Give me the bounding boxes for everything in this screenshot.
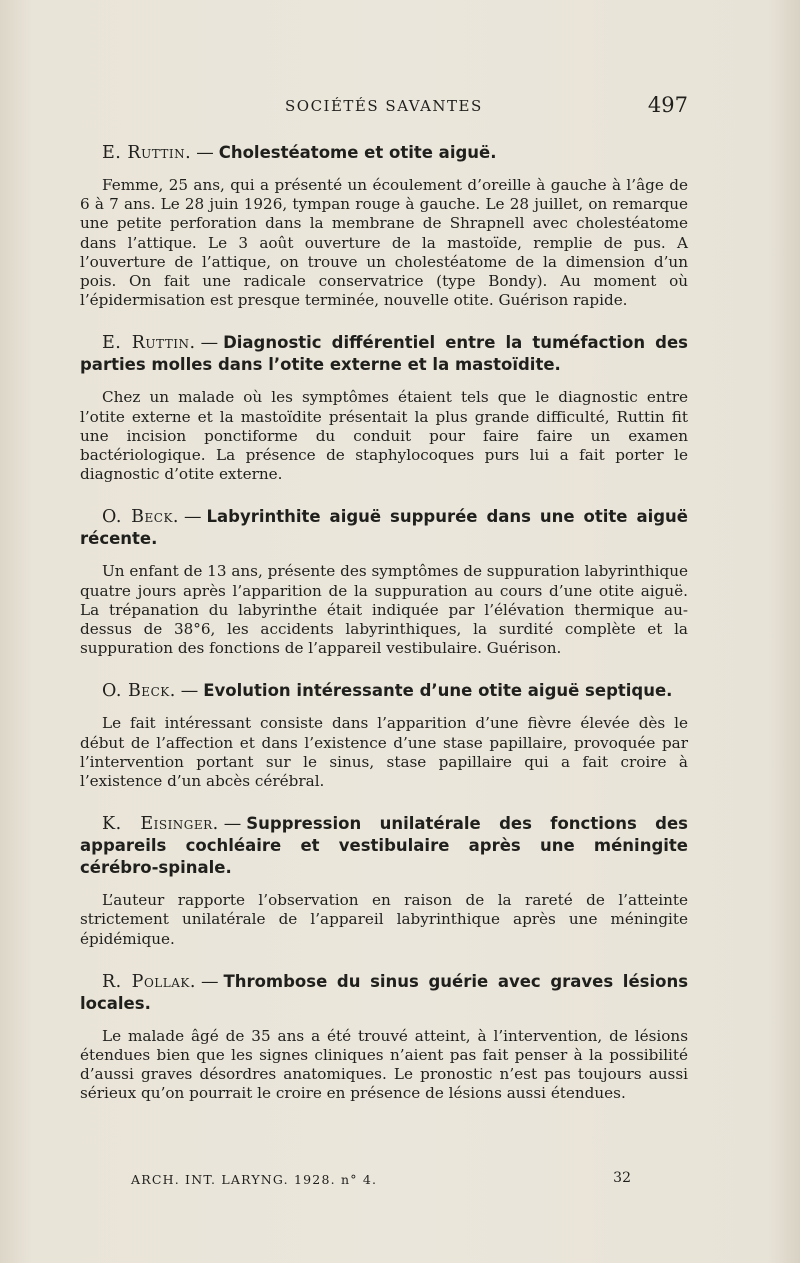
entry-author: O. Beck. bbox=[102, 681, 176, 702]
entry-title: Evolution intéressante d’une otite aiguë septique. bbox=[203, 681, 673, 701]
entry-dash: — bbox=[196, 143, 214, 163]
entry-dash: — bbox=[223, 814, 242, 835]
entry-labyrinthite bbox=[80, 506, 688, 658]
entry-dash: — bbox=[200, 971, 219, 992]
entry-dash: — bbox=[183, 507, 202, 528]
entry-author: K. Eisinger. bbox=[102, 814, 219, 835]
entry-title: Labyrinthite aiguë suppurée dans une otite aiguë récente. bbox=[80, 507, 688, 549]
entry-heading bbox=[80, 506, 688, 550]
entry-title: Thrombose du sinus guérie avec graves lésions locales. bbox=[80, 971, 689, 1013]
entry-body: Le fait intéressant consiste dans l’apparition d’une fièvre élevée dès le début de l’affection et dans l’existence d’une stase papillaire, provoquée par l’intervention portant sur le sinus, stase papillaire qui a fait croire à l’existence d’un abcès cérébral. bbox=[80, 714, 688, 791]
entry-thrombose bbox=[80, 971, 688, 1104]
entry-author: O. Beck. bbox=[102, 507, 179, 528]
entry-title: Cholestéatome et otite aiguë. bbox=[218, 143, 497, 162]
entry-cholesteatome bbox=[80, 142, 688, 310]
entry-heading bbox=[80, 813, 688, 879]
entry-body: L’auteur rapporte l’observation en raison de la rareté de l’atteinte strictement unilatérale de l’appareil labyrinthique après une méningite épidémique. bbox=[80, 891, 688, 948]
entry-body: Un enfant de 13 ans, présente des symptômes de suppuration labyrinthique quatre jours après l’apparition de la suppuration au cours d’une otite aiguë. La trépanation du labyrinthe était indiquée par l’élévation thermique au-dessus de 38°6, les accidents labyrinthiques, la surdité complète et la suppuration des fonctions de l’appareil vestibulaire. Guérison. bbox=[80, 562, 688, 658]
entry-heading bbox=[80, 332, 688, 376]
entry-evolution bbox=[80, 680, 688, 791]
journal-reference: ARCH. INT. LARYNG. 1928. n° 4. bbox=[131, 1172, 378, 1187]
entry-heading bbox=[80, 142, 688, 164]
entry-dash: — bbox=[180, 681, 199, 702]
entry-dash: — bbox=[200, 333, 219, 354]
running-title: SOCIÉTÉS SAVANTES bbox=[285, 97, 483, 115]
entry-body: Chez un malade où les symptômes étaient tels que le diagnostic entre l’otite externe et la mastoïdite présentait la plus grande difficulté, Ruttin fit une incision ponctiforme du conduit pour faire faire un examen bactériologique. La présence de staphylocoques purs lui a fait porter le diagnostic d’otite externe. bbox=[80, 388, 688, 484]
entry-author: R. Pollak. bbox=[102, 971, 196, 992]
entry-heading bbox=[80, 971, 688, 1015]
entry-suppression bbox=[80, 813, 688, 949]
entry-body: Femme, 25 ans, qui a présenté un écoulement d’oreille à gauche à l’âge de 6 à 7 ans. Le 28 juin 1926, tympan rouge à gauche. Le 28 juillet, on remarque une petite perforation dans la membrane de Shrapnell avec cholestéatome dans l’attique. Le 3 août ouverture de la mastoïde, remplie de pus. A l’ouverture de l’attique, on trouve un cholestéatome de la dimension d’un pois. On fait une radicale conservatrice (type Bondy). Au moment où l’épidermisation est presque terminée, nouvelle otite. Guérison rapide. bbox=[80, 176, 688, 310]
entry-heading bbox=[80, 680, 688, 702]
page-footer bbox=[131, 1170, 631, 1190]
signature-mark: 32 bbox=[613, 1170, 631, 1186]
entry-title: Suppression unilatérale des fonctions des appareils cochléaire et vestibulaire après une méningite cérébro-spinale. bbox=[80, 814, 688, 878]
page-number: 497 bbox=[647, 93, 688, 117]
entry-body: Le malade âgé de 35 ans a été trouvé atteint, à l’intervention, de lésions étendues bien que les signes cliniques n’aient pas fait penser à la possibilité d’aussi graves désordres anatomiques. Le pronostic n’est pas toujours aussi sérieux qu’on pourrait le croire en présence de lésions aussi étendues. bbox=[80, 1026, 688, 1103]
entry-title: Diagnostic différentiel entre la tuméfaction des parties molles dans l’otite externe et la mastoïdite. bbox=[80, 333, 688, 375]
entry-author: E. Ruttin. bbox=[102, 333, 196, 354]
page-header bbox=[80, 93, 688, 123]
entry-diagnostic bbox=[80, 332, 688, 484]
entry-author: E. Ruttin. bbox=[102, 143, 192, 163]
article-content bbox=[80, 142, 688, 1126]
